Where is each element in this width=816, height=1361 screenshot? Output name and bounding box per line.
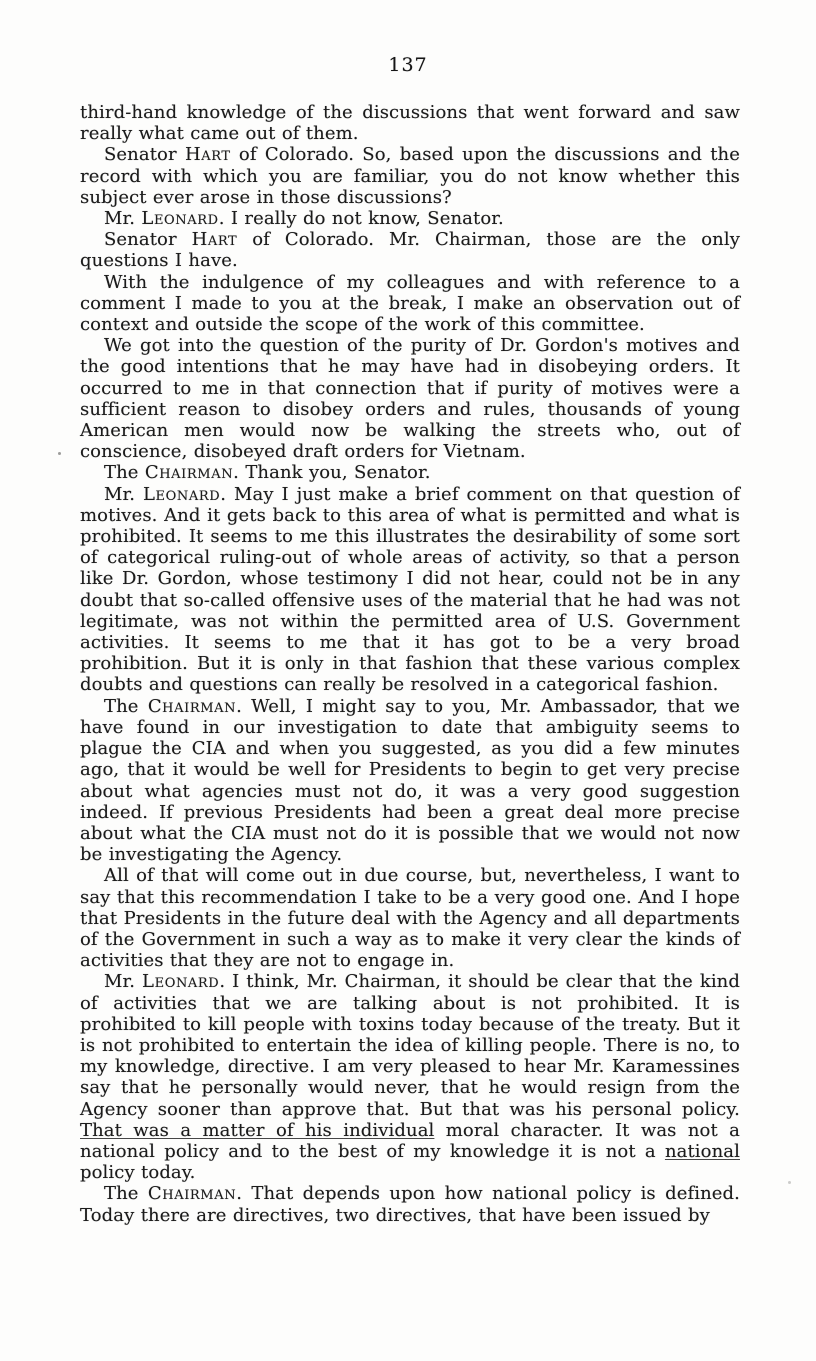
paragraph-text: . That depends upon how national policy is defined. Today there are directives, two directives, that have been issued by xyxy=(80,1183,740,1226)
paragraph-text: . I think, Mr. Chairman, it should be clear that the kind of activities that we are talking about is not prohibited. It is prohibited to kill people with toxins today because of the treaty. But it is not prohibited to entertain the idea of killing people. There is no, to my knowledge, directive. I am very pleased to hear Mr. Karamessines say that he personally would never, that he would resign from the Agency sooner than approve that. But that was his personal policy. xyxy=(80,971,740,1120)
speaker-prefix: The xyxy=(104,462,145,484)
speaker-name: Leonard xyxy=(142,971,220,993)
paragraph-text: . May I just make a brief comment on that question of motives. And it gets back to this area of what is permitted and what is prohibited. It seems to me this illustrates the desirability of some sort of categorical ruling-out of whole areas of activity, so that a person like Dr. Gordon, whose testimony I did not hear, could not be in any doubt that so-called offensive uses of the material that he had was not legitimate, was not within the permitted area of U.S. Government activities. It seems to me that it has got to be a very broad prohibition. But it is only in that fashion that these various complex doubts and questions can really be resolved in a categorical fashion. xyxy=(80,483,740,696)
speaker-prefix: Mr. xyxy=(104,483,143,505)
transcript-paragraph xyxy=(80,462,740,483)
underlined-text: That was a matter of his individual xyxy=(80,1119,435,1141)
speaker-name: Hart xyxy=(184,144,231,166)
transcript-paragraph xyxy=(80,971,740,1183)
transcript-paragraph xyxy=(80,335,740,462)
transcript-paragraph xyxy=(80,208,740,229)
transcript-paragraph xyxy=(80,865,740,971)
speaker-prefix: Mr. xyxy=(104,971,143,993)
paragraph-text: policy today. xyxy=(80,1162,196,1184)
paragraph-text: . I really do not know, Senator. xyxy=(218,208,504,230)
transcript-paragraph xyxy=(80,102,740,144)
speaker-prefix: Senator xyxy=(104,144,185,166)
transcript-paragraph xyxy=(80,1183,740,1225)
speaker-name: Chairman xyxy=(147,1183,237,1205)
speaker-prefix: The xyxy=(104,1183,148,1205)
underlined-text: national xyxy=(664,1140,740,1162)
speaker-prefix: Mr. xyxy=(104,208,142,230)
scan-speck xyxy=(58,452,61,455)
transcript-paragraph xyxy=(80,272,740,336)
speaker-name: Leonard xyxy=(141,208,219,230)
transcript-paragraph xyxy=(80,144,740,208)
paragraph-text: of Colorado. Mr. Chairman, those are the only questions I have. xyxy=(80,229,740,272)
page-number: 137 xyxy=(388,54,428,76)
speaker-name: Leonard xyxy=(142,483,221,505)
speaker-name: Chairman xyxy=(144,462,234,484)
paragraph-text: With the indulgence of my colleagues and with reference to a comment I made to you at the break, I make an observation out of context and outside the scope of the work of this committee. xyxy=(80,271,740,336)
paragraph-text: . Thank you, Senator. xyxy=(233,462,431,484)
paragraph-text: third-hand knowledge of the discussions that went forward and saw really what came out of them. xyxy=(80,102,740,145)
speaker-prefix: Senator xyxy=(104,229,192,251)
scan-speck xyxy=(788,1181,791,1184)
paragraph-text: We got into the question of the purity of Dr. Gordon's motives and the good intentions that he may have had in disobeying orders. It occurred to me in that connection that if purity of motives were a sufficient reason to disobey orders and rules, thousands of young American men would now be walking the streets who, out of conscience, disobeyed draft orders for Vietnam. xyxy=(80,335,740,463)
paragraph-text: All of that will come out in due course, but, nevertheless, I want to say that this recommendation I take to be a very good one. And I hope that Presidents in the future deal with the Agency and all departments of the Government in such a way as to make it very clear the kinds of activities that they are not to engage in. xyxy=(80,865,740,972)
speaker-prefix: The xyxy=(104,695,148,717)
paragraph-text: moral character. It was not a national policy and to the best of my knowledge it is not a xyxy=(80,1119,740,1162)
transcript-paragraph xyxy=(80,696,740,866)
speaker-name: Hart xyxy=(191,229,238,251)
transcript-paragraph xyxy=(80,484,740,696)
paragraph-text: . Well, I might say to you, Mr. Ambassador, that we have found in our investigation to date that ambiguity seems to plague the CIA and when you suggested, as you did a few minutes ago, that it would be well for Presidents to begin to get very precise about what agencies must not do, it was a very good suggestion indeed. If previous Presidents had been a great deal more precise about what the CIA must not do it is possible that we would not now be investigating the Agency. xyxy=(80,695,741,866)
paragraph-text: of Colorado. So, based upon the discussions and the record with which you are familiar, you do not know whether this subject ever arose in those discussions? xyxy=(80,144,740,208)
speaker-name: Chairman xyxy=(147,695,237,717)
transcript-paragraph xyxy=(80,229,740,271)
transcript-text-column xyxy=(80,102,740,1226)
